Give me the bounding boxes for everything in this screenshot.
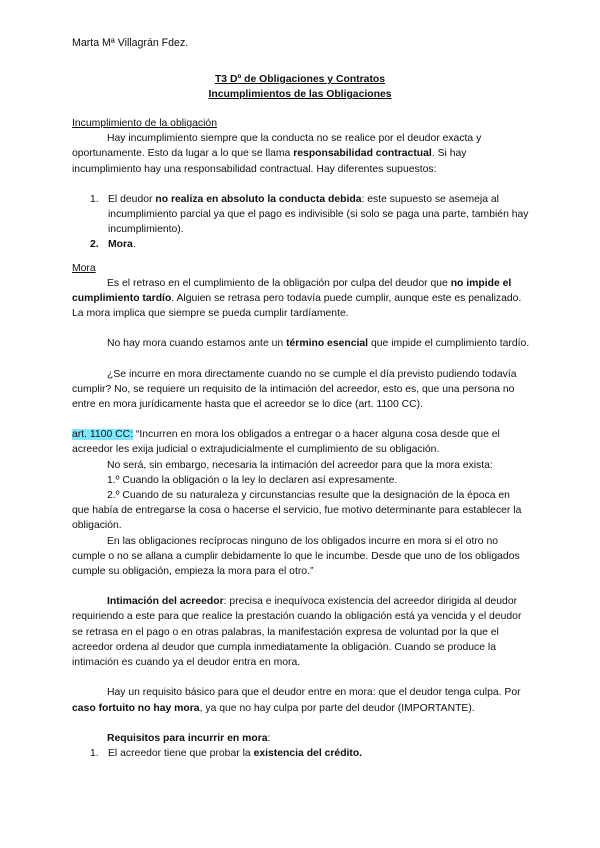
- paragraph-intimacion: [72, 594, 530, 670]
- bold-text: Requisitos para incurrir en mora: [107, 732, 268, 744]
- list-item: [72, 746, 530, 761]
- supuestos-list: [72, 192, 530, 253]
- bold-text: no impide el cumplimiento tardío: [72, 277, 512, 305]
- paragraph-mora-definicion: [72, 276, 530, 322]
- text: que impide el cumplimiento tardío.: [368, 338, 530, 350]
- bold-text: Mora: [108, 239, 133, 251]
- paragraph-pregunta-mora: ¿Se incurre en mora directamente cuando no se cumple el día previsto pudiendo todavía cumplir? No, se requiere un requisito de la intimación del acreedor, esto es, que una persona no entre en mora jurídicamente hasta que el acreedor se lo dice (art. 1100 CC).: [72, 368, 517, 411]
- list-item: [72, 237, 530, 252]
- text: .: [132, 239, 136, 251]
- text: Hay un requisito básico para que el deudor entre en mora: que el deudor tenga culpa. Por: [107, 687, 521, 699]
- text: “Incurren en mora los obligados a entregar o a hacer alguna cosa desde que el acreedor les exija judicial o extrajudicialmente el cumplimiento de su obligación.: [72, 429, 500, 456]
- topic-title: Incumplimientos de las Obligaciones: [208, 89, 392, 100]
- bold-text: no realiza en absoluto la conducta debida: [155, 193, 362, 205]
- paragraph-requisito-culpa: [72, 685, 530, 715]
- course-title: T3 Dº de Obligaciones y Contratos: [214, 74, 386, 85]
- list-number: 1.: [90, 193, 99, 205]
- text: El deudor: [108, 193, 156, 205]
- list-item: [72, 192, 530, 238]
- section-heading-mora: Mora: [72, 262, 96, 274]
- requisitos-list: [72, 746, 530, 761]
- article-1100-quote: [72, 427, 530, 457]
- author-name: Marta Mª Villagrán Fdez.: [72, 37, 189, 49]
- text: : este supuesto se asemeja al incumplimiento parcial ya que el pago es indivisible (si solo se paga una parte, también hay incumplimiento).: [108, 193, 529, 236]
- text: :: [267, 732, 271, 744]
- article-paragraph: No será, sin embargo, necesaria la intimación del acreedor para que la mora exista:: [107, 459, 493, 471]
- text: . Alguien se retrasa pero todavía puede cumplir, aunque este es penalizado. La mora implica que siempre se pueda cumplir tardíamente.: [72, 293, 522, 320]
- bold-text: Intimación del acreedor: [107, 596, 224, 608]
- article-paragraph: 1.º Cuando la obligación o la ley lo declaren así expresamente.: [107, 474, 398, 486]
- article-paragraph: 2.º Cuando de su naturaleza y circunstancias resulte que la designación de la época en que había de entregarse la cosa o hacerse el servicio, fue motivo determinante para establecer la obligación.: [72, 490, 522, 532]
- list-number: 2.: [90, 239, 99, 251]
- requisitos-heading: [72, 731, 530, 746]
- title-block: [0, 72, 600, 102]
- article-reference-highlight: art. 1100 CC:: [72, 429, 134, 441]
- text: , ya que no hay culpa por parte del deudor (IMPORTANTE).: [199, 702, 475, 714]
- bold-text: término esencial: [286, 338, 369, 350]
- bold-text: responsabilidad contractual: [293, 148, 432, 160]
- text: . Si hay incumplimiento hay una responsabilidad contractual. Hay diferentes supuestos:: [72, 148, 467, 175]
- paragraph-incumplimiento: [72, 131, 530, 177]
- text: Es el retraso en el cumplimiento de la obligación por culpa del deudor que: [107, 277, 451, 289]
- text: El acreedor tiene que probar la: [108, 747, 254, 759]
- article-paragraph: En las obligaciones recíprocas ninguno de los obligados incurre en mora si el otro no cumple o no se allana a cumplir debidamente lo que le incumbe. Desde que uno de los obligados cumple su obligación, empieza la mora para el otro.”: [72, 535, 520, 578]
- text: No hay mora cuando estamos ante un: [107, 338, 287, 350]
- bold-text: existencia del crédito.: [253, 747, 363, 759]
- text: Hay incumplimiento siempre que la conducta no se realice por el deudor exacta y oportunamente. Esto da lugar a lo que se llama: [72, 133, 482, 160]
- text: : precisa e inequívoca existencia del acreedor dirigida al deudor requiriendo a este para que realice la prestación cuando la obligación está ya vencida y el deudor se retrasa en el pago o en otras palabras, la manifestación expresa de voluntad por la que el acreedor ordena al deudor que cumpla inmediatamente la obligación. Cuando se produce la intimación es cuando ya el deudor entra en mora.: [72, 596, 522, 669]
- paragraph-termino-esencial: [72, 336, 530, 351]
- section-heading-incumplimiento: Incumplimiento de la obligación: [72, 118, 217, 129]
- list-number: 1.: [90, 747, 99, 759]
- bold-text: caso fortuito no hay mora: [72, 702, 200, 714]
- document-body: [72, 116, 530, 761]
